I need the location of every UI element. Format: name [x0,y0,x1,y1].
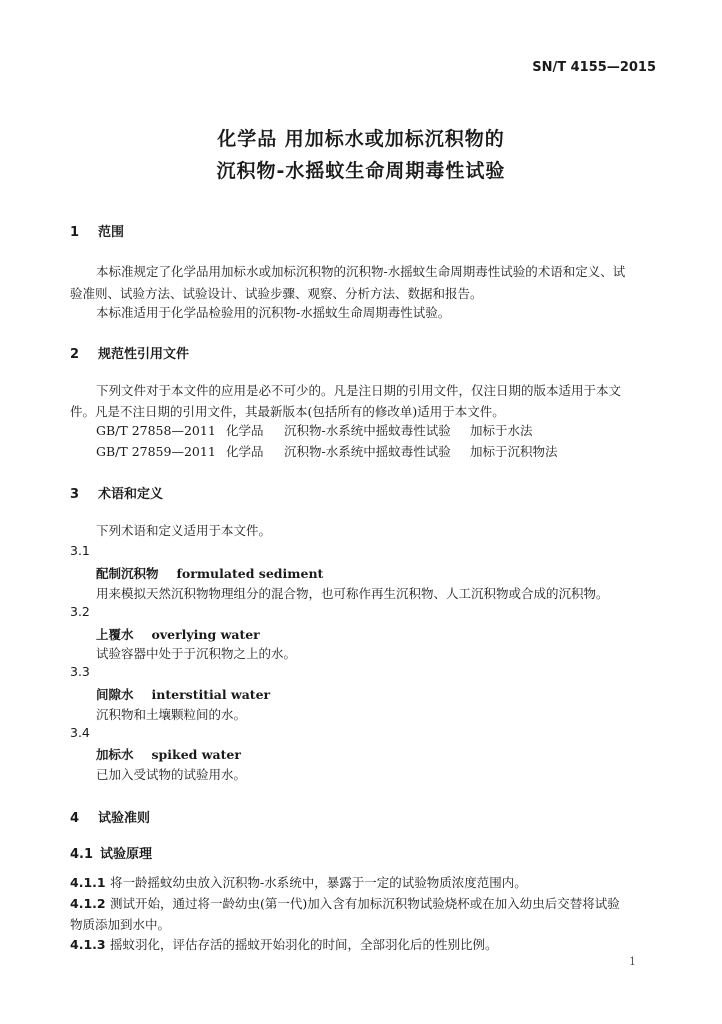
clause-continuation: 物质添加到水中。 [70,917,171,932]
subsection-title: 试验原理 [100,847,153,862]
term-number: 3.2 [70,604,90,619]
reference-name: 沉积物-水系统中摇蚊毒性试验 [284,423,451,438]
section-title: 术语和定义 [98,487,164,502]
section-title: 范围 [98,225,125,240]
term-heading [96,625,260,643]
clause-text: 测试开始，通过将一龄幼虫(第一代)加入含有加标沉积物试验烧杯或在加入幼虫后交替将试验 [110,896,620,911]
section-number: 3 [70,487,80,502]
section-number: 4 [70,811,80,826]
term-heading [96,685,270,703]
term-chinese: 上覆水 [96,627,134,642]
section-3-heading [70,483,163,502]
clause [70,873,527,891]
term-chinese: 加标水 [96,747,134,762]
paragraph: 下列文件对于本文件的应用是必不可少的。凡是注日期的引用文件，仅注日期的版本适用于本文 [96,383,622,398]
term-english: interstitial water [151,687,271,702]
term-definition: 试验容器中处于于沉积物之上的水。 [96,646,297,661]
paragraph: 件。凡是不注日期的引用文件，其最新版本(包括所有的修改单)适用于本文件。 [70,404,505,419]
term-definition: 已加入受试物的试验用水。 [96,767,247,782]
clause-number: 4.1.1 [70,875,106,890]
clause [70,894,620,912]
title-line-1: 化学品 用加标水或加标沉积物的 [217,128,505,150]
clause-number: 4.1.3 [70,937,106,952]
reference-code: GB/T 27859—2011 [96,444,216,459]
clause [70,935,498,953]
section-4-heading [70,807,150,826]
clause-text: 摇蚊羽化，评估存活的摇蚊开始羽化的时间，全部羽化后的性别比例。 [110,937,498,952]
term-english: overlying water [151,627,260,642]
term-english: formulated sediment [176,566,324,581]
term-heading [96,564,323,582]
section-title: 规范性引用文件 [98,347,190,362]
section-1-heading [70,221,124,240]
subsection-number: 4.1 [70,847,94,862]
paragraph: 下列术语和定义适用于本文件。 [96,523,272,538]
reference-category: 化学品 [226,423,264,438]
term-number: 3.4 [70,725,90,740]
term-heading [96,745,241,763]
term-chinese: 间隙水 [96,687,134,702]
paragraph: 验准则、试验方法、试验设计、试验步骤、观察、分析方法、数据和报告。 [70,286,483,301]
standard-number: SN/T 4155—2015 [532,60,656,75]
title-line-2: 沉积物-水摇蚊生命周期毒性试验 [216,160,506,182]
section-number: 1 [70,225,80,240]
reference-name: 沉积物-水系统中摇蚊毒性试验 [284,444,451,459]
paragraph: 本标准规定了化学品用加标水或加标沉积物的沉积物-水摇蚊生命周期毒性试验的术语和定义、试 [96,264,626,279]
term-number: 3.1 [70,543,90,558]
section-2-heading [70,343,189,362]
clause-number: 4.1.2 [70,896,106,911]
term-english: spiked water [151,747,241,762]
reference-variant: 加标于水法 [470,423,533,438]
reference-category: 化学品 [226,444,264,459]
term-definition: 沉积物和土壤颗粒间的水。 [96,707,247,722]
term-number: 3.3 [70,664,90,679]
term-definition: 用来模拟天然沉积物物理组分的混合物，也可称作再生沉积物、人工沉积物或合成的沉积物。 [96,586,609,601]
reference-variant: 加标于沉积物法 [470,444,558,459]
term-chinese: 配制沉积物 [96,566,159,581]
clause-text: 将一龄摇蚊幼虫放入沉积物-水系统中，暴露于一定的试验物质浓度范围内。 [110,875,527,890]
page-number: 1 [629,955,636,968]
subsection-heading [70,843,152,862]
reference-code: GB/T 27858—2011 [96,423,216,438]
paragraph: 本标准适用于化学品检验用的沉积物-水摇蚊生命周期毒性试验。 [96,305,451,320]
section-number: 2 [70,347,80,362]
normative-reference [96,421,533,439]
normative-reference [96,442,558,460]
section-title: 试验准则 [98,811,151,826]
